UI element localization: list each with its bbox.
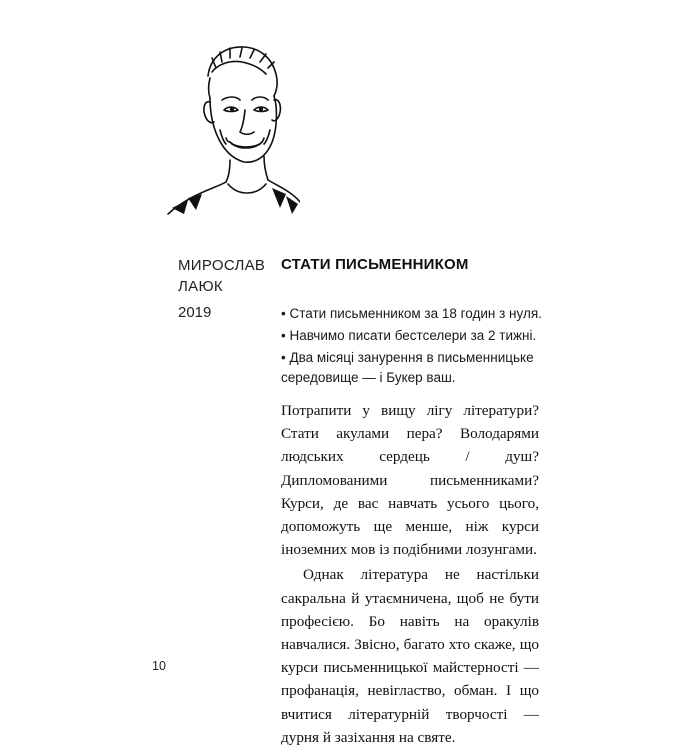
author-portrait-illustration xyxy=(160,38,300,218)
body-paragraph: Потрапити у вищу лігу літератури? Стати акулами пера? Володарями людських сердець / душ? Дипломованими письменниками? Курси, де вас навчать усього цього, допоможуть ще менше, ніж курси іноземних мов із подібними лозунгами. xyxy=(281,402,539,559)
section-title: СТАТИ ПИСЬМЕННИКОМ xyxy=(281,256,469,273)
author-first-name: МИРОСЛАВ xyxy=(178,257,266,274)
body-text xyxy=(281,399,539,749)
author-last-name: ЛАЮК xyxy=(178,278,223,295)
publication-year: 2019 xyxy=(178,304,212,321)
page-number: 10 xyxy=(152,659,166,673)
author-name xyxy=(178,255,268,297)
body-paragraph: Однак література не настільки сакральна й утаємничена, щоб не бути професією. Бо навіть на оракулів навчалися. Звісно, багато хто скаже, що курси письменницької майстерності — профанація, невігластво, обман. І що вчитися літературній творчості — дурня й зазіхання на святе. xyxy=(281,566,539,746)
bullet-item: • Стати письменником за 18 годин з нуля. xyxy=(281,306,542,321)
bullet-item: • Навчимо писати бестселери за 2 тижні. xyxy=(281,328,537,343)
bullet-list xyxy=(281,304,551,390)
bullet-item: • Два місяці занурення в письменницьке середовище — і Букер ваш. xyxy=(281,350,534,385)
